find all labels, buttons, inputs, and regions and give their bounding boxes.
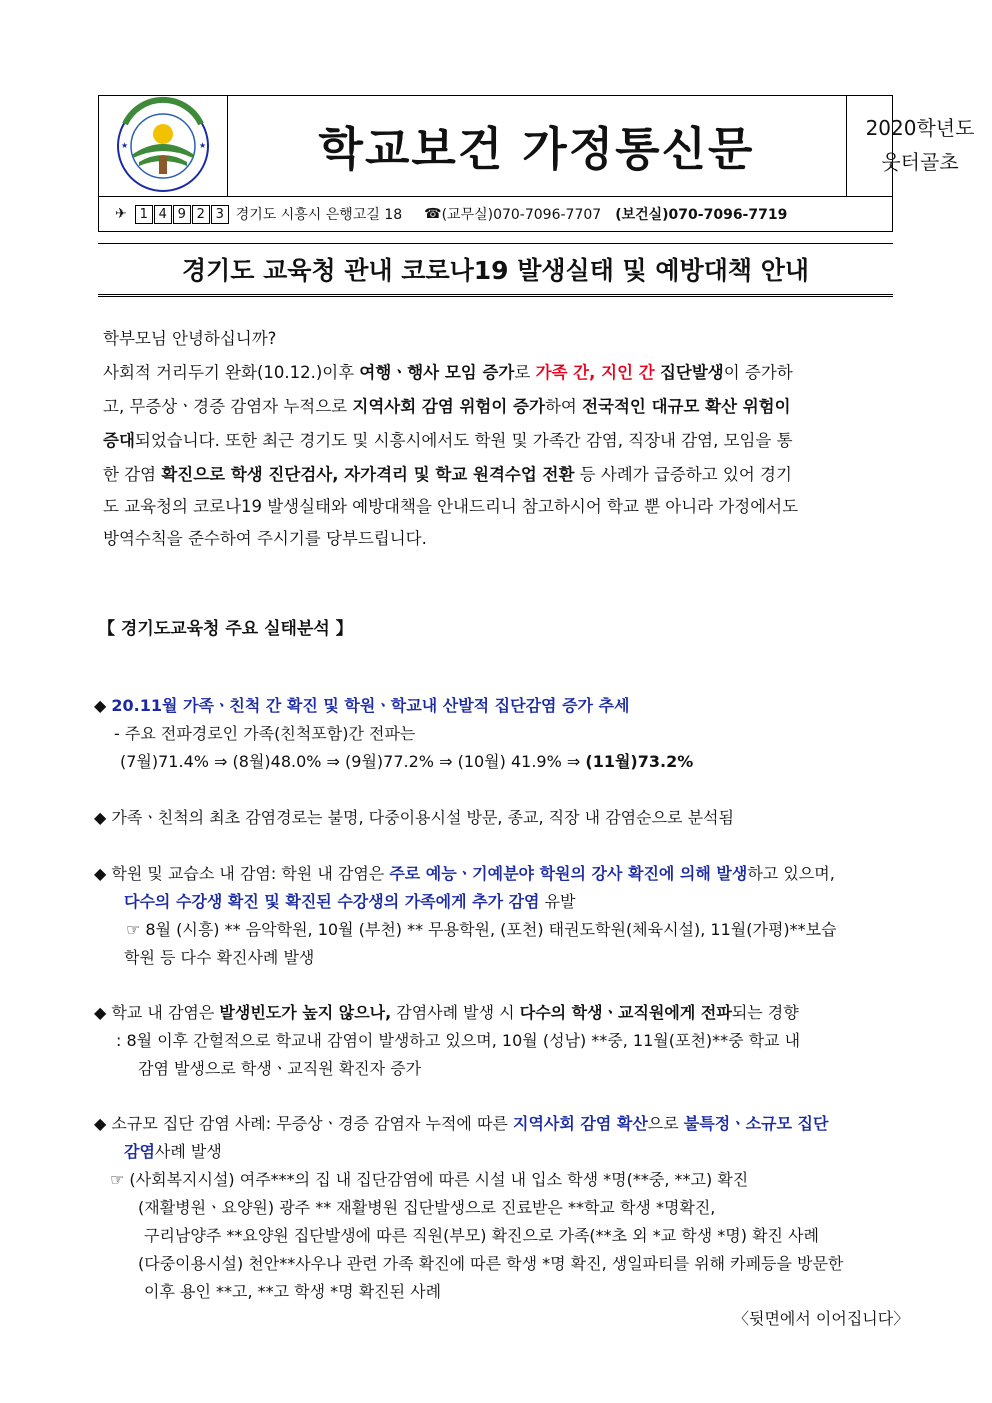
bullet-sub: - 주요 전파경로인 가족(친척포함)간 전파는: [114, 724, 416, 743]
bullet-sub: 학원 등 다수 확진사례 발생: [124, 948, 315, 967]
year-cell: [847, 96, 975, 196]
intro-line: 사회적 거리두기 완화(10.12.)이후 여행ㆍ행사 모임 증가로 가족 간, 지인 간 집단발생이 증가하: [103, 363, 793, 382]
intro-line: 도 교육청의 코로나19 발생실태와 예방대책을 안내드리니 참고하시어 학교 뿐 아니라 가정에서도: [103, 497, 799, 516]
intro-line: 방역수칙을 준수하여 주시기를 당부드립니다.: [103, 529, 427, 548]
bullet-item: ◆ 학교 내 감염은 발생빈도가 높지 않으나, 감염사례 발생 시 다수의 학생ㆍ교직원에게 전파되는 경향: [94, 1003, 799, 1022]
subject-heading: 경기도 교육청 관내 코로나19 발생실태 및 예방대책 안내: [98, 243, 893, 297]
svg-text:★: ★: [121, 141, 129, 150]
address-row: [99, 196, 892, 231]
bullet-item: ◆ 20.11월 가족ㆍ친척 간 확진 및 학원ㆍ학교내 산발적 집단감염 증가 추세: [94, 696, 630, 715]
svg-text:★: ★: [199, 141, 207, 150]
diamond-icon: ◆: [94, 1114, 107, 1133]
intro-line: 한 감염 확진으로 학생 진단검사, 자가격리 및 학교 원격수업 전환 등 사례가 급증하고 있어 경기: [103, 465, 792, 484]
address: 경기도 시흥시 은행고길 18: [235, 207, 403, 223]
bullet-sub: : 8월 이후 간헐적으로 학교내 감염이 발생하고 있으며, 10월 (성남) **중, 11월(포천)**중 학교 내: [116, 1031, 801, 1050]
bullet-item: ◆ 학원 및 교습소 내 감염: 학원 내 감염은 주로 예능ㆍ기예분야 학원의 강사 확진에 의해 발생하고 있으며,: [94, 864, 835, 883]
bullet-item: ◆ 소규모 집단 감염 사례: 무증상ㆍ경증 감염자 누적에 따른 지역사회 감염 확산으로 불특정ㆍ소규모 집단: [94, 1114, 829, 1133]
bullet-sub: (7월)71.4% ⇒ (8월)48.0% ⇒ (9월)77.2% ⇒ (10월) 41.9% ⇒ (11월)73.2%: [120, 752, 694, 771]
phone-icon: ☎: [424, 206, 442, 222]
school-name: 웃터골초: [881, 150, 959, 174]
diamond-icon: ◆: [94, 808, 107, 827]
intro-line: 고, 무증상ㆍ경증 감염자 누적으로 지역사회 감염 위험이 증가하여 전국적인 대규모 확산 위험이: [103, 397, 791, 416]
diamond-icon: ◆: [94, 696, 107, 715]
letterhead: [98, 95, 975, 232]
school-logo-cell: [99, 96, 228, 196]
bullet-sub: 감염사례 발생: [124, 1142, 222, 1161]
bullet-sub: 이후 용인 **고, **고 학생 *명 확진된 사례: [144, 1282, 442, 1301]
zip-code: 1 4 9 2 3: [135, 205, 230, 224]
school-logo: [99, 96, 227, 196]
diamond-icon: ◆: [94, 864, 107, 883]
newsletter-title-cell: [227, 96, 847, 196]
bullet-sub: (다중이용시설) 천안**사우나 관련 가족 확진에 따른 학생 *명 확진, 생일파티를 위해 카페등을 방문한: [138, 1254, 844, 1273]
bullet-sub: 구리남양주 **요양원 집단발생에 따른 직원(부모) 확진으로 가족(**초 외 *교 학생 *명) 확진 사례: [144, 1226, 819, 1245]
greeting: 학부모님 안녕하십니까?: [103, 329, 277, 348]
diamond-icon: ◆: [94, 1003, 107, 1022]
mail-icon: ✈: [115, 206, 127, 222]
bullet-sub: ☞ 8월 (시흥) ** 음악학원, 10월 (부천) ** 무용학원, (포천) 태권도학원(체육시설), 11월(가평)**보습: [126, 920, 837, 939]
section-title: 【 경기도교육청 주요 실태분석 】: [98, 619, 353, 639]
intro-line: 증대되었습니다. 또한 최근 경기도 및 시흥시에서도 학원 및 가족간 감염, 직장내 감염, 모임을 통: [103, 431, 793, 450]
continued-note: 〈뒷면에서 이어집니다〉: [733, 1309, 910, 1328]
bullet-item: ◆ 가족ㆍ친척의 최초 감염경로는 불명, 다중이용시설 방문, 종교, 직장 내 감염순으로 분석됨: [94, 808, 734, 827]
bullet-sub: ☞ (사회복지시설) 여주***의 집 내 집단감염에 따른 시설 내 입소 학생 *명(**중, **고) 확진: [110, 1170, 749, 1189]
phone-office: (교무실)070-7096-7707: [441, 207, 602, 223]
bullet-sub: (재활병원ㆍ요양원) 광주 ** 재활병원 집단발생으로 진료받은 **학교 학생 *명확진,: [138, 1198, 716, 1217]
newsletter-title: 학교보건 가정통신문: [318, 122, 755, 176]
bullet-sub: 다수의 수강생 확진 및 확진된 수강생의 가족에게 추가 감염 유발: [124, 892, 576, 911]
bullet-sub: 감염 발생으로 학생ㆍ교직원 확진자 증가: [138, 1059, 422, 1078]
school-year: 2020학년도: [865, 116, 975, 140]
phone-health: (보건실)070-7096-7719: [615, 207, 788, 223]
